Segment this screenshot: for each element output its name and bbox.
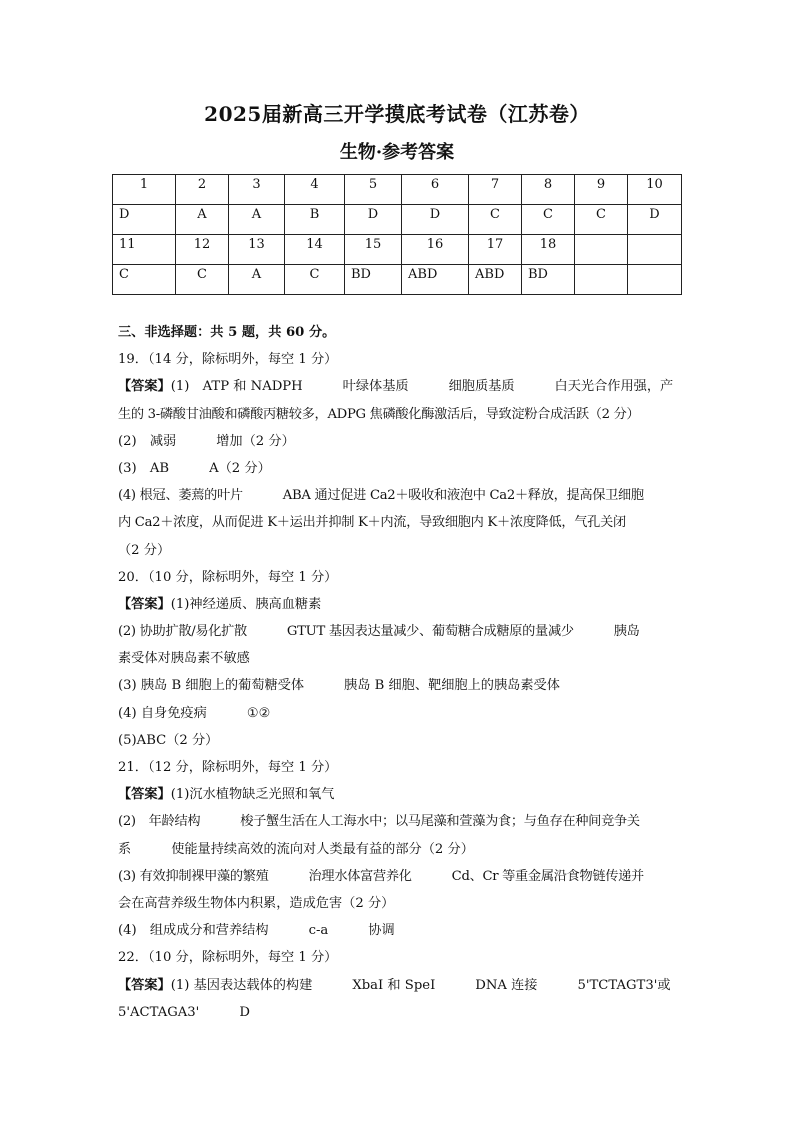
table-cell: C: [113, 265, 176, 295]
table-cell: 2: [176, 175, 229, 205]
table-row: [113, 175, 682, 205]
table-cell: [575, 235, 628, 265]
table-cell: 3: [229, 175, 285, 205]
table-cell: 16: [402, 235, 469, 265]
table-cell: C: [176, 265, 229, 295]
answer-line: (2) 协助扩散/易化扩散 GTUT 基因表达量减少、葡萄糖合成糖原的量减少 胰岛: [118, 624, 640, 640]
table-cell: A: [229, 265, 285, 295]
answer-line: 系 使能量持续高效的流向对人类最有益的部分（2 分）: [118, 841, 474, 857]
table-cell: 1: [113, 175, 176, 205]
answer-line: 【答案】(1) 基因表达载体的构建 XbaI 和 SpeI DNA 连接 5'TCTAGT3'或: [118, 977, 671, 993]
answer-line: 生的 3-磷酸甘油酸和磷酸丙糖较多，ADPG 焦磷酸化酶激活后，导致淀粉合成活跃（2 分）: [118, 406, 640, 422]
table-cell: C: [469, 205, 522, 235]
answer-line: （2 分）: [118, 542, 171, 558]
table-cell: 13: [229, 235, 285, 265]
table-cell: 10: [628, 175, 682, 205]
answer-body: [118, 319, 678, 1026]
table-row: [113, 205, 682, 235]
question-header: 19．（14 分，除标明外，每空 1 分）: [118, 352, 338, 368]
table-cell: 11: [113, 235, 176, 265]
answer-line: 【答案】(1)沉水植物缺乏光照和氧气: [118, 787, 335, 803]
page-subtitle: 生物·参考答案: [339, 142, 455, 163]
answer-line: (3) 胰岛 B 细胞上的葡萄糖受体 胰岛 B 细胞、靶细胞上的胰岛素受体: [118, 678, 560, 694]
page-title: 2025届新高三开学摸底考试卷（江苏卷）: [204, 102, 590, 126]
answer-label: 【答案】: [118, 596, 171, 612]
table-cell: 4: [285, 175, 345, 205]
answer-label: 【答案】: [118, 787, 171, 803]
table-cell: 15: [345, 235, 402, 265]
table-cell: 5: [345, 175, 402, 205]
section-header: 三、非选择题：共 5 题，共 60 分。: [118, 325, 336, 340]
table-cell: [575, 265, 628, 295]
table-cell: [628, 235, 682, 265]
answer-line: (4) 自身免疫病 ①②: [118, 705, 271, 721]
answer-line: (3) 有效抑制裸甲藻的繁殖 治理水体富营养化 Cd、Cr 等重金属沿食物链传递并: [118, 868, 644, 884]
table-cell: 6: [402, 175, 469, 205]
question-header: 22．（10 分，除标明外，每空 1 分）: [118, 950, 338, 966]
table-cell: D: [628, 205, 682, 235]
table-row: [113, 235, 682, 265]
table-cell: A: [229, 205, 285, 235]
table-cell: ABD: [469, 265, 522, 295]
table-cell: 7: [469, 175, 522, 205]
answer-line: 【答案】(1) ATP 和 NADPH 叶绿体基质 细胞质基质 白天光合作用强，产: [118, 379, 674, 395]
table-cell: 8: [522, 175, 575, 205]
answer-line: 会在高营养级生物体内积累，造成危害（2 分）: [118, 895, 395, 911]
question-header: 20．（10 分，除标明外，每空 1 分）: [118, 569, 338, 585]
table-cell: BD: [345, 265, 402, 295]
answer-label: 【答案】: [118, 379, 171, 395]
answer-line: (4) 根冠、萎蔫的叶片 ABA 通过促进 Ca2＋吸收和液泡中 Ca2＋释放，提高保卫细胞: [118, 488, 644, 504]
answer-label: 【答案】: [118, 977, 171, 993]
table-cell: C: [522, 205, 575, 235]
answer-line: (2) 年龄结构 梭子蟹生活在人工海水中；以马尾藻和萱藻为食；与鱼存在种间竞争关: [118, 814, 640, 830]
answer-line: 【答案】(1)神经递质、胰高血糖素: [118, 596, 322, 612]
answer-table: [112, 174, 682, 295]
table-cell: A: [176, 205, 229, 235]
answer-line: (5)ABC（2 分）: [118, 732, 219, 748]
table-cell: [628, 265, 682, 295]
table-cell: C: [575, 205, 628, 235]
answer-line: (4) 组成成分和营养结构 c-a 协调: [118, 923, 395, 939]
answer-line: 5'ACTAGA3' D: [118, 1004, 250, 1020]
table-cell: BD: [522, 265, 575, 295]
table-cell: ABD: [402, 265, 469, 295]
table-cell: 9: [575, 175, 628, 205]
answer-line: 内 Ca2＋浓度，从而促进 K＋运出并抑制 K＋内流，导致细胞内 K＋浓度降低，气孔关闭: [118, 515, 626, 531]
answer-line: (3) AB A（2 分）: [118, 460, 271, 476]
table-cell: D: [402, 205, 469, 235]
table-cell: 18: [522, 235, 575, 265]
table-cell: C: [285, 265, 345, 295]
table-cell: B: [285, 205, 345, 235]
question-header: 21．（12 分，除标明外，每空 1 分）: [118, 760, 338, 775]
table-cell: 12: [176, 235, 229, 265]
answer-line: (2) 减弱 增加（2 分）: [118, 433, 295, 449]
table-cell: D: [113, 205, 176, 235]
table-cell: 17: [469, 235, 522, 265]
answer-line: 素受体对胰岛素不敏感: [118, 651, 250, 667]
table-row: [113, 265, 682, 295]
table-cell: 14: [285, 235, 345, 265]
table-cell: D: [345, 205, 402, 235]
